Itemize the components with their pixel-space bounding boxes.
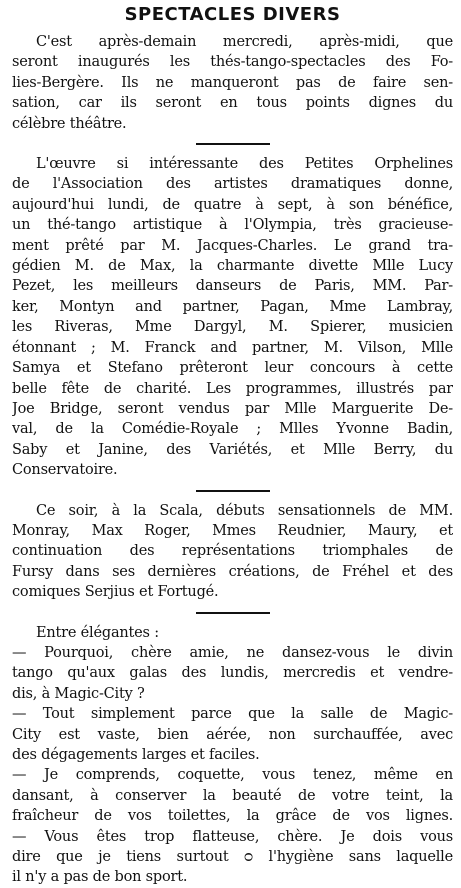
text-line: Saby et Janine, des Variétés, et Mlle Berry, du bbox=[12, 441, 453, 458]
text-line: comiques Serjius et Fortugé. bbox=[12, 584, 219, 601]
text-line: ker, Montyn and partner, Pagan, Mme Lambray, bbox=[12, 298, 453, 315]
text-line: Pezet, les meilleurs danseurs de Paris, MM. Par- bbox=[12, 278, 453, 295]
text-line: lies-Bergère. Ils ne manqueront pas de faire sen- bbox=[12, 74, 453, 91]
text-line: — Vous êtes trop flatteuse, chère. Je dois vous bbox=[12, 828, 453, 845]
text-line: continuation des représentations triomphales de bbox=[12, 543, 453, 560]
text-line: fraîcheur de vos toilettes, la grâce de vos lignes. bbox=[12, 808, 453, 825]
article-paragraph-magic-city bbox=[12, 623, 453, 888]
section-divider bbox=[196, 612, 270, 614]
text-line: Fursy dans ses dernières créations, de Fréhel et des bbox=[12, 563, 453, 580]
text-line: Samya et Stefano prêteront leur concours à cette bbox=[12, 360, 453, 377]
section-title: SPECTACLES DIVERS bbox=[124, 4, 341, 25]
text-line: Joe Bridge, seront vendus par Mlle Marguerite De- bbox=[12, 400, 453, 417]
article-paragraph-scala bbox=[12, 501, 453, 603]
text-line: un thé-tango artistique à l'Olympia, très gracieuse- bbox=[12, 217, 453, 234]
text-line: les Riveras, Mme Dargyl, M. Spierer, musicien bbox=[12, 319, 453, 336]
article-paragraph-orphelines bbox=[12, 154, 453, 481]
text-line: sation, car ils seront en tous points dignes du bbox=[12, 95, 453, 112]
text-line: seront inaugurés les thés-tango-spectacles des Fo- bbox=[12, 54, 453, 71]
text-line: de l'Association des artistes dramatiques donne, bbox=[12, 176, 453, 193]
article-paragraph-folies-bergere bbox=[12, 32, 453, 134]
text-line: C'est après-demain mercredi, après-midi, que bbox=[36, 34, 453, 50]
text-line: City est vaste, bien aérée, non surchauffée, avec bbox=[12, 726, 453, 743]
text-line: dansant, à conserver la beauté de votre teint, la bbox=[12, 787, 453, 804]
text-line: belle fête de charité. Les programmes, illustrés par bbox=[12, 380, 453, 397]
text-line: tango qu'aux galas des lundis, mercredis et vendre- bbox=[12, 665, 453, 682]
text-line: — Pourquoi, chère amie, ne dansez-vous le divin bbox=[12, 644, 453, 661]
text-line: Entre élégantes : bbox=[36, 624, 159, 641]
text-line: — Tout simplement parce que la salle de Magic- bbox=[12, 706, 453, 723]
text-line: étonnant ; M. Franck and partner, M. Vilson, Mlle bbox=[12, 339, 453, 356]
text-line: — Je comprends, coquette, vous tenez, même en bbox=[12, 767, 453, 784]
text-line: célèbre théâtre. bbox=[12, 115, 127, 132]
text-line: il n'y a pas de bon sport. bbox=[12, 869, 188, 886]
text-line: val, de la Comédie-Royale ; Mlles Yvonne Badin, bbox=[12, 421, 453, 438]
text-line: dire que je tiens surtout ᴑ l'hygiène sans laquelle bbox=[12, 849, 453, 866]
text-line: gédien M. de Max, la charmante divette Mlle Lucy bbox=[12, 258, 453, 275]
section-divider bbox=[196, 490, 270, 492]
text-line: des dégagements larges et faciles. bbox=[12, 747, 260, 763]
text-line: Conservatoire. bbox=[12, 462, 118, 479]
section-divider bbox=[196, 143, 270, 145]
text-line: ment prêté par M. Jacques-Charles. Le grand tra- bbox=[12, 237, 453, 254]
text-line: dis, à Magic-City ? bbox=[12, 685, 145, 702]
text-line: Monray, Max Roger, Mmes Reudnier, Maury, et bbox=[12, 522, 453, 539]
text-line: L'œuvre si intéressante des Petites Orphelines bbox=[36, 156, 453, 173]
text-line: aujourd'hui lundi, de quatre à sept, à son bénéfice, bbox=[12, 196, 453, 213]
text-line: Ce soir, à la Scala, débuts sensationnels de MM. bbox=[36, 502, 453, 519]
